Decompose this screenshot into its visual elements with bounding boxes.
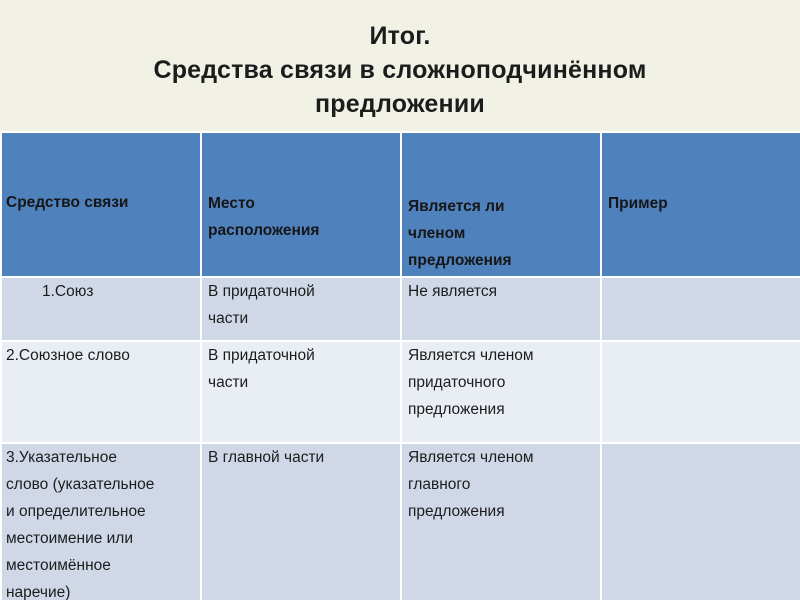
cell-example bbox=[601, 443, 800, 600]
table-header-row bbox=[1, 132, 800, 277]
cell-position bbox=[201, 443, 401, 600]
cell-is-member bbox=[401, 341, 601, 443]
cell-text-line: 2.Союзное слово bbox=[6, 347, 130, 364]
cell-text-line: В главной части bbox=[208, 449, 325, 466]
cell-text-line: Не является bbox=[408, 283, 498, 300]
header-cell-means bbox=[1, 132, 201, 277]
title-line-1: Итог. bbox=[369, 22, 431, 50]
cell-position bbox=[201, 341, 401, 443]
table-row bbox=[1, 443, 800, 600]
cell-position bbox=[201, 277, 401, 341]
cell-text-line: 1.Союз bbox=[42, 283, 94, 300]
cell-text-line: наречие) bbox=[6, 584, 71, 600]
header-text-line: Место bbox=[208, 195, 255, 212]
header-text-line: Пример bbox=[608, 195, 668, 212]
cell-text-line: слово (указательное bbox=[6, 476, 155, 493]
header-text-line: Средство связи bbox=[6, 194, 129, 211]
slide-title bbox=[0, 0, 800, 130]
cell-text-line: части bbox=[208, 310, 249, 327]
header-cell-position bbox=[201, 132, 401, 277]
title-line-3: предложении bbox=[315, 90, 485, 118]
cell-text-line: 3.Указательное bbox=[6, 449, 117, 466]
table-row bbox=[1, 277, 800, 341]
cell-is-member bbox=[401, 277, 601, 341]
cell-text-line: и определительное bbox=[6, 503, 146, 520]
cell-example bbox=[601, 341, 800, 443]
cell-is-member bbox=[401, 443, 601, 600]
cell-text-line: предложения bbox=[408, 503, 505, 520]
cell-example bbox=[601, 277, 800, 341]
header-text-line: членом bbox=[408, 225, 466, 242]
cell-text-line: предложения bbox=[408, 401, 505, 418]
cell-text-line: В придаточной bbox=[208, 347, 315, 364]
title-line-2: Средства связи в сложноподчинённом bbox=[153, 56, 647, 84]
cell-text-line: Является членом bbox=[408, 347, 534, 364]
cell-text-line: местоимение или bbox=[6, 530, 134, 547]
cell-text-line: В придаточной bbox=[208, 283, 315, 300]
summary-table-container bbox=[0, 131, 800, 600]
cell-text-line: местоимённое bbox=[6, 557, 111, 574]
header-cell-example bbox=[601, 132, 800, 277]
summary-table bbox=[0, 131, 800, 600]
cell-text-line: придаточного bbox=[408, 374, 506, 391]
cell-means bbox=[1, 341, 201, 443]
cell-text-line: Является членом bbox=[408, 449, 534, 466]
cell-text-line: главного bbox=[408, 476, 471, 493]
header-text-line: расположения bbox=[208, 222, 320, 239]
header-text-line: предложения bbox=[408, 252, 512, 269]
cell-means bbox=[1, 443, 201, 600]
header-cell-is-member bbox=[401, 132, 601, 277]
table-row bbox=[1, 341, 800, 443]
cell-means bbox=[1, 277, 201, 341]
header-text-line: Является ли bbox=[408, 198, 505, 215]
cell-text-line: части bbox=[208, 374, 249, 391]
